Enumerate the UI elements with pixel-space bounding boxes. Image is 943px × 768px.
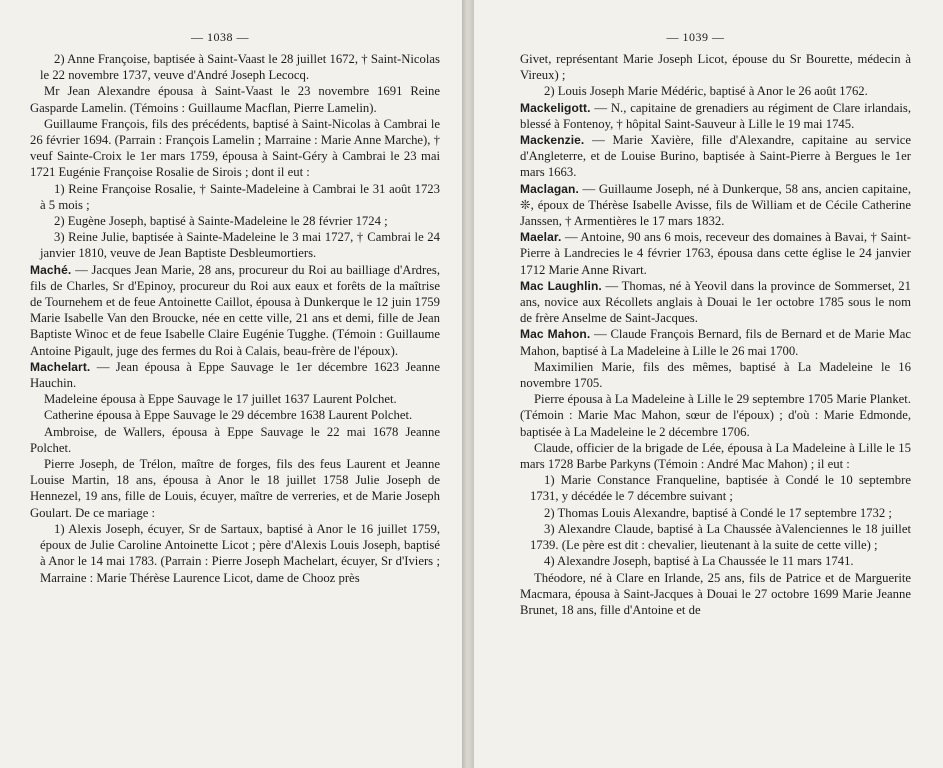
paragraph-text: — N., capitaine de grenadiers au régiment de Clare irlandais, blessé à Fontenoy, † hôpital Saint-Sauveur à Lille le 19 mai 1745. [520, 100, 911, 131]
paragraph-text: Pierre Joseph, de Trélon, maître de forges, fils des feus Laurent et Jeanne Louise Martin, 18 ans, épousa à Anor le 18 juillet 1758 Julie Joseph de Hennezel, 19 ans, fille de Louis, écuyer, maître de verreries, et de Marie Joseph Goulart. De ce mariage : [30, 457, 440, 520]
paragraph [520, 570, 911, 619]
paragraph [520, 505, 911, 521]
entry-paragraph [520, 100, 911, 132]
paragraph [30, 229, 440, 261]
paragraph-text: — Marie Xavière, fille d'Alexandre, capitaine au service d'Angleterre, et de Louise Burino, baptisée à Saint-Pierre à Bergues le 1er mars 1663. [520, 133, 911, 180]
entry-surname: Maelar. [520, 230, 562, 245]
paragraph [30, 181, 440, 213]
entry-surname: Mackenzie. [520, 133, 585, 148]
paragraph-text: 2) Eugène Joseph, baptisé à Sainte-Madeleine le 28 février 1724 ; [54, 214, 388, 229]
paragraph-text: Madeleine épousa à Eppe Sauvage le 17 juillet 1637 Laurent Polchet. [44, 392, 397, 407]
paragraph-text: 1) Alexis Joseph, écuyer, Sr de Sartaux, baptisé à Anor le 16 juillet 1759, époux de Julie Caroline Antoinette Licot ; père d'Alexis Louis Joseph, baptisé à Anor le 14 mai 1783. (Parrain : Pierre Joseph Machelart, écuyer, Sr d'Iviers ; Marraine : Marie Thérèse Laurence Licot, dame de Chooz près [40, 521, 440, 585]
paragraph-text: Catherine épousa à Eppe Sauvage le 29 décembre 1638 Laurent Polchet. [44, 408, 413, 423]
paragraph-text: Pierre épousa à La Madeleine à Lille le 29 septembre 1705 Marie Planket. (Témoin : Marie Mac Mahon, sœur de l'époux) ; d'où : Marie Edmonde, baptisée à La Madeleine le 2 décembre 1706. [520, 392, 911, 439]
entry-surname: Mac Laughlin. [520, 278, 602, 293]
paragraph [520, 391, 911, 440]
paragraph-text: Guillaume François, fils des précédents, baptisé à Saint-Nicolas à Cambrai le 26 février 1694. (Parrain : François Lamelin ; Marraine : Marie Anne Marche), † veuf Sainte-Croix le 1er mars 1759, épousa à Saint-Géry à Cambrai le 23 mai 1721 Eugénie Françoise Rosalie de Sirois ; dont il eut : [30, 116, 440, 180]
paragraph-text: Théodore, né à Clare en Irlande, 25 ans, fils de Patrice et de Marguerite Macmara, épousa à Saint-Jacques à Douai le 27 octobre 1699 Marie Jeanne Brunet, 18 ans, fille d'Antoine et de [520, 570, 911, 617]
entry-paragraph [520, 278, 911, 327]
paragraph-text: Claude, officier de la brigade de Lée, épousa à La Madeleine à Lille le 15 mars 1728 Barbe Parkyns (Témoin : André Mac Mahon) ; il eut : [520, 440, 911, 472]
entry-paragraph [520, 181, 911, 230]
paragraph [520, 83, 911, 99]
entry-paragraph [30, 262, 440, 359]
paragraph [30, 116, 440, 181]
entry-surname: Mackeligott. [520, 100, 591, 115]
left-page [0, 0, 462, 768]
paragraph-text: 1) Marie Constance Franqueline, baptisée à Condé le 10 septembre 1731, y décédée le 7 décembre suivant ; [530, 473, 911, 504]
paragraph [30, 521, 440, 586]
paragraph [30, 391, 440, 407]
paragraph-text: — Claude François Bernard, fils de Bernard et de Marie Mac Mahon, baptisé à La Madeleine à Lille le 26 mai 1700. [520, 327, 912, 358]
paragraph [30, 83, 440, 115]
paragraph-text: — Antoine, 90 ans 6 mois, receveur des domaines à Bavai, † Saint-Pierre à Landrecies le 4 février 1763, épousa dans cette église le 24 janvier 1712 Marie Anne Rivart. [520, 230, 911, 277]
paragraph [30, 424, 440, 456]
paragraph-text: — Guillaume Joseph, né à Dunkerque, 58 ans, ancien capitaine, ❊, époux de Thérèse Isabelle Avisse, fils de William et de Cécile Catherine Janssen, † Armentières le 17 mars 1832. [520, 181, 911, 229]
entry-paragraph [520, 229, 911, 278]
right-page-number: — 1039 — [666, 30, 725, 44]
paragraph-text: — Jacques Jean Marie, 28 ans, procureur du Roi au bailliage d'Ardres, fils de Charles, Sr d'Epinoy, procureur du Roi aux eaux et forêts de la maîtrise de Tournehem et de feue Antoinette Caillot, épousa à Dunkerque le 12 juin 1759 Marie Isabelle Van den Broucke, née en cette ville, 21 ans et demi, fille de Jean Baptiste Winoc et de feue Isabelle Claire Eugénie Tugghe. (Témoin : Guillaume Antoine Pigault, juge des fermes du Roi à Calais, beau-frère de l'époux). [30, 262, 440, 358]
paragraph [520, 521, 911, 553]
paragraph-text: 2) Louis Joseph Marie Médéric, baptisé à Anor le 26 août 1762. [544, 84, 868, 99]
paragraph-text: 2) Anne Françoise, baptisée à Saint-Vaast le 28 juillet 1672, † Saint-Nicolas le 22 novembre 1737, veuve d'André Joseph Lecocq. [40, 52, 440, 83]
right-page-text [520, 51, 911, 618]
entry-surname: Maclagan. [520, 181, 579, 196]
entry-surname: Mac Mahon. [520, 327, 591, 342]
paragraph [30, 456, 440, 521]
paragraph [520, 440, 911, 472]
paragraph [520, 553, 911, 569]
book-gutter [462, 0, 474, 768]
paragraph-text: Ambroise, de Wallers, épousa à Eppe Sauvage le 22 mai 1678 Jeanne Polchet. [30, 424, 440, 455]
paragraph [30, 51, 440, 83]
entry-surname: Maché. [30, 262, 72, 277]
left-page-number: — 1038 — [191, 30, 249, 44]
paragraph-text: 1) Reine Françoise Rosalie, † Sainte-Madeleine à Cambrai le 31 août 1723 à 5 mois ; [40, 181, 440, 212]
paragraph-text: — Thomas, né à Yeovil dans la province de Sommerset, 21 ans, novice aux Récollets anglais à Douai le 1er octobre 1785 sous le nom de frère Anselme de Saint-Jacques. [520, 278, 911, 326]
paragraph [520, 359, 911, 391]
entry-paragraph [520, 326, 911, 358]
paragraph-text: Maximilien Marie, fils des mêmes, baptisé à La Madeleine le 16 novembre 1705. [520, 359, 911, 391]
paragraph-text: 3) Reine Julie, baptisée à Sainte-Madeleine le 3 mai 1727, † Cambrai le 24 janvier 1810, veuve de Jean Baptiste Desbleumortiers. [40, 230, 440, 261]
entry-surname: Machelart. [30, 359, 91, 374]
paragraph-text: Givet, représentant Marie Joseph Licot, épouse du Sr Bourette, médecin à Vireux) ; [520, 52, 911, 83]
paragraph-text: Mr Jean Alexandre épousa à Saint-Vaast le 23 novembre 1691 Reine Gasparde Lamelin. (Témoins : Guillaume Macflan, Pierre Lamelin). [30, 84, 440, 115]
left-page-text [30, 51, 440, 586]
paragraph [520, 472, 911, 504]
right-page [474, 0, 943, 768]
paragraph-text: 4) Alexandre Joseph, baptisé à La Chaussée le 11 mars 1741. [544, 554, 854, 569]
paragraph [30, 407, 440, 423]
entry-paragraph [30, 359, 440, 391]
paragraph-text: 2) Thomas Louis Alexandre, baptisé à Condé le 17 septembre 1732 ; [544, 505, 892, 520]
paragraph [30, 213, 440, 229]
paragraph [520, 51, 911, 83]
entry-paragraph [520, 132, 911, 181]
paragraph-text: — Jean épousa à Eppe Sauvage le 1er décembre 1623 Jeanne Hauchin. [30, 359, 440, 391]
paragraph-text: 3) Alexandre Claude, baptisé à La Chaussée àValenciennes le 18 juillet 1739. (Le père est dit : chevalier, lieutenant à la suite de cette ville) ; [530, 521, 911, 553]
